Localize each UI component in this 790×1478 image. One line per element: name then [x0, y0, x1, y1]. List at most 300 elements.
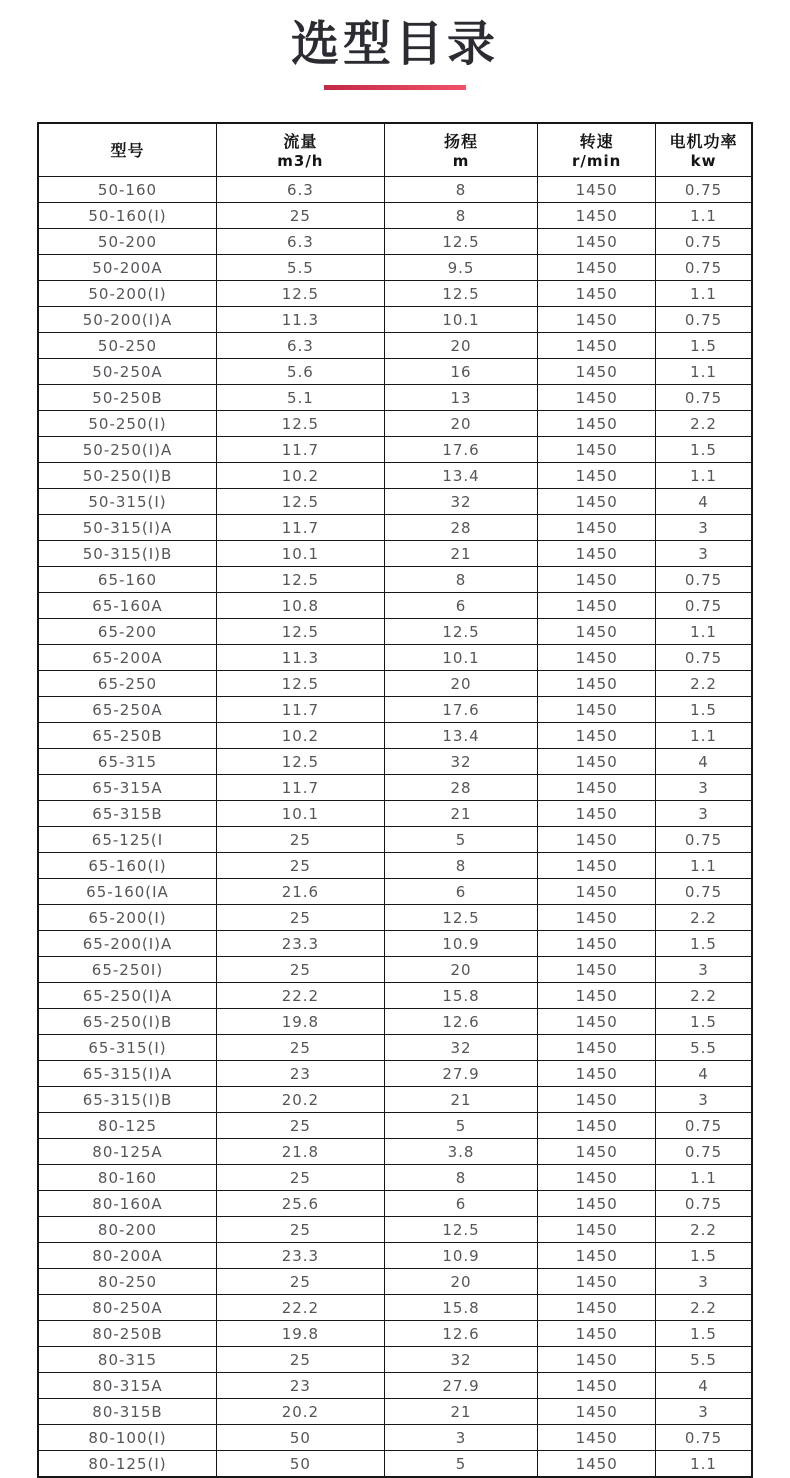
- cell-flow: 5.1: [217, 385, 385, 411]
- cell-power: 3: [656, 1269, 752, 1295]
- cell-flow: 25: [217, 905, 385, 931]
- cell-flow: 25: [217, 1269, 385, 1295]
- cell-flow: 11.7: [217, 437, 385, 463]
- cell-flow: 6.3: [217, 333, 385, 359]
- cell-flow: 20.2: [217, 1087, 385, 1113]
- cell-head: 32: [384, 1347, 538, 1373]
- cell-power: 4: [656, 749, 752, 775]
- col-header-model: [38, 123, 217, 177]
- cell-model: 65-160: [38, 567, 217, 593]
- cell-flow: 21.8: [217, 1139, 385, 1165]
- table-row: [38, 1009, 752, 1035]
- cell-power: 0.75: [656, 1139, 752, 1165]
- cell-model: 65-250B: [38, 723, 217, 749]
- cell-head: 21: [384, 1087, 538, 1113]
- cell-power: 0.75: [656, 593, 752, 619]
- table-row: [38, 671, 752, 697]
- cell-power: 2.2: [656, 983, 752, 1009]
- cell-model: 50-200(I): [38, 281, 217, 307]
- cell-power: 3: [656, 801, 752, 827]
- cell-power: 1.5: [656, 1243, 752, 1269]
- cell-model: 80-200: [38, 1217, 217, 1243]
- cell-model: 50-160(I): [38, 203, 217, 229]
- cell-head: 8: [384, 853, 538, 879]
- cell-head: 20: [384, 1269, 538, 1295]
- table-row: [38, 1399, 752, 1425]
- cell-power: 1.1: [656, 853, 752, 879]
- table-row: [38, 905, 752, 931]
- cell-speed: 1450: [538, 1295, 656, 1321]
- cell-power: 1.1: [656, 723, 752, 749]
- cell-head: 32: [384, 749, 538, 775]
- table-row: [38, 411, 752, 437]
- cell-model: 80-160: [38, 1165, 217, 1191]
- cell-head: 12.5: [384, 1217, 538, 1243]
- cell-head: 17.6: [384, 437, 538, 463]
- cell-flow: 23: [217, 1373, 385, 1399]
- cell-speed: 1450: [538, 905, 656, 931]
- cell-speed: 1450: [538, 1061, 656, 1087]
- table-row: [38, 801, 752, 827]
- cell-flow: 25: [217, 1113, 385, 1139]
- cell-flow: 10.2: [217, 723, 385, 749]
- cell-power: 2.2: [656, 1295, 752, 1321]
- cell-head: 13.4: [384, 723, 538, 749]
- table-row: [38, 489, 752, 515]
- cell-flow: 11.7: [217, 515, 385, 541]
- cell-flow: 23.3: [217, 1243, 385, 1269]
- cell-speed: 1450: [538, 463, 656, 489]
- table-row: [38, 385, 752, 411]
- cell-speed: 1450: [538, 203, 656, 229]
- table-row: [38, 229, 752, 255]
- table-row: [38, 827, 752, 853]
- spec-table-body: [38, 177, 752, 1478]
- table-row: [38, 437, 752, 463]
- cell-head: 32: [384, 1035, 538, 1061]
- cell-flow: 25: [217, 1165, 385, 1191]
- cell-flow: 25.6: [217, 1191, 385, 1217]
- table-row: [38, 541, 752, 567]
- cell-head: 21: [384, 1399, 538, 1425]
- cell-speed: 1450: [538, 1399, 656, 1425]
- cell-model: 80-315: [38, 1347, 217, 1373]
- cell-head: 8: [384, 177, 538, 203]
- cell-speed: 1450: [538, 1425, 656, 1451]
- cell-model: 65-160(I): [38, 853, 217, 879]
- cell-speed: 1450: [538, 827, 656, 853]
- cell-head: 20: [384, 411, 538, 437]
- cell-flow: 20.2: [217, 1399, 385, 1425]
- cell-speed: 1450: [538, 957, 656, 983]
- cell-head: 12.5: [384, 229, 538, 255]
- cell-head: 15.8: [384, 983, 538, 1009]
- cell-model: 80-250: [38, 1269, 217, 1295]
- cell-flow: 23.3: [217, 931, 385, 957]
- cell-flow: 11.3: [217, 307, 385, 333]
- cell-flow: 12.5: [217, 619, 385, 645]
- cell-model: 50-160: [38, 177, 217, 203]
- cell-power: 1.5: [656, 1009, 752, 1035]
- cell-power: 2.2: [656, 411, 752, 437]
- cell-speed: 1450: [538, 1191, 656, 1217]
- cell-model: 65-200(I)A: [38, 931, 217, 957]
- cell-speed: 1450: [538, 1009, 656, 1035]
- cell-head: 5: [384, 827, 538, 853]
- cell-speed: 1450: [538, 1165, 656, 1191]
- col-header-speed: [538, 123, 656, 177]
- cell-power: 2.2: [656, 905, 752, 931]
- table-row: [38, 1243, 752, 1269]
- cell-flow: 22.2: [217, 1295, 385, 1321]
- col-header-flow-unit: m3/h: [277, 151, 324, 170]
- cell-model: 65-125(I: [38, 827, 217, 853]
- cell-model: 50-250(I)A: [38, 437, 217, 463]
- col-header-speed-unit: r/min: [572, 151, 622, 170]
- cell-model: 50-250: [38, 333, 217, 359]
- cell-head: 5: [384, 1113, 538, 1139]
- cell-head: 8: [384, 567, 538, 593]
- cell-power: 3: [656, 541, 752, 567]
- cell-head: 28: [384, 775, 538, 801]
- cell-flow: 12.5: [217, 749, 385, 775]
- cell-model: 65-250A: [38, 697, 217, 723]
- table-row: [38, 463, 752, 489]
- table-row: [38, 879, 752, 905]
- cell-speed: 1450: [538, 671, 656, 697]
- cell-power: 3: [656, 1399, 752, 1425]
- cell-speed: 1450: [538, 931, 656, 957]
- cell-head: 27.9: [384, 1373, 538, 1399]
- cell-speed: 1450: [538, 1217, 656, 1243]
- cell-flow: 11.7: [217, 775, 385, 801]
- cell-speed: 1450: [538, 307, 656, 333]
- cell-flow: 12.5: [217, 489, 385, 515]
- cell-speed: 1450: [538, 229, 656, 255]
- table-row: [38, 1165, 752, 1191]
- cell-flow: 12.5: [217, 411, 385, 437]
- cell-head: 8: [384, 1165, 538, 1191]
- cell-head: 9.5: [384, 255, 538, 281]
- cell-flow: 22.2: [217, 983, 385, 1009]
- table-row: [38, 853, 752, 879]
- cell-power: 0.75: [656, 307, 752, 333]
- cell-head: 27.9: [384, 1061, 538, 1087]
- table-row: [38, 645, 752, 671]
- cell-flow: 5.5: [217, 255, 385, 281]
- col-header-head: [384, 123, 538, 177]
- cell-model: 80-315A: [38, 1373, 217, 1399]
- table-row: [38, 515, 752, 541]
- header-row: [38, 123, 752, 177]
- cell-model: 65-315: [38, 749, 217, 775]
- cell-speed: 1450: [538, 983, 656, 1009]
- cell-flow: 6.3: [217, 177, 385, 203]
- cell-model: 50-250(I): [38, 411, 217, 437]
- table-row: [38, 1347, 752, 1373]
- table-row: [38, 567, 752, 593]
- cell-speed: 1450: [538, 281, 656, 307]
- col-header-head-unit: m: [452, 151, 470, 170]
- cell-power: 3: [656, 957, 752, 983]
- cell-head: 3.8: [384, 1139, 538, 1165]
- cell-model: 65-315A: [38, 775, 217, 801]
- col-header-flow-label: 流量: [283, 131, 318, 151]
- table-row: [38, 749, 752, 775]
- cell-model: 65-200A: [38, 645, 217, 671]
- cell-flow: 50: [217, 1451, 385, 1478]
- cell-speed: 1450: [538, 385, 656, 411]
- cell-flow: 25: [217, 957, 385, 983]
- cell-head: 20: [384, 671, 538, 697]
- cell-model: 50-200: [38, 229, 217, 255]
- cell-speed: 1450: [538, 1269, 656, 1295]
- cell-model: 80-125: [38, 1113, 217, 1139]
- cell-flow: 25: [217, 1035, 385, 1061]
- cell-model: 80-315B: [38, 1399, 217, 1425]
- cell-model: 80-125A: [38, 1139, 217, 1165]
- cell-speed: 1450: [538, 437, 656, 463]
- table-row: [38, 1425, 752, 1451]
- cell-power: 1.1: [656, 359, 752, 385]
- cell-power: 4: [656, 1373, 752, 1399]
- cell-speed: 1450: [538, 177, 656, 203]
- cell-power: 4: [656, 489, 752, 515]
- cell-model: 65-315B: [38, 801, 217, 827]
- cell-power: 3: [656, 1087, 752, 1113]
- table-row: [38, 203, 752, 229]
- cell-power: 1.1: [656, 203, 752, 229]
- cell-power: 1.1: [656, 1451, 752, 1478]
- page-title: 选型目录: [290, 16, 499, 72]
- cell-speed: 1450: [538, 1087, 656, 1113]
- cell-head: 8: [384, 203, 538, 229]
- cell-power: 1.1: [656, 1165, 752, 1191]
- cell-head: 6: [384, 879, 538, 905]
- cell-power: 0.75: [656, 879, 752, 905]
- cell-speed: 1450: [538, 1373, 656, 1399]
- cell-model: 80-250B: [38, 1321, 217, 1347]
- table-row: [38, 983, 752, 1009]
- cell-head: 10.1: [384, 645, 538, 671]
- cell-speed: 1450: [538, 619, 656, 645]
- cell-model: 65-200(I): [38, 905, 217, 931]
- cell-model: 65-315(I)B: [38, 1087, 217, 1113]
- cell-power: 4: [656, 1061, 752, 1087]
- cell-speed: 1450: [538, 879, 656, 905]
- cell-model: 65-160(IA: [38, 879, 217, 905]
- cell-head: 28: [384, 515, 538, 541]
- cell-head: 21: [384, 801, 538, 827]
- cell-power: 1.5: [656, 697, 752, 723]
- cell-model: 50-250B: [38, 385, 217, 411]
- table-row: [38, 1295, 752, 1321]
- table-row: [38, 697, 752, 723]
- cell-power: 1.5: [656, 1321, 752, 1347]
- cell-speed: 1450: [538, 1243, 656, 1269]
- col-header-speed-label: 转速: [579, 131, 614, 151]
- table-row: [38, 255, 752, 281]
- table-row: [38, 775, 752, 801]
- table-row: [38, 1035, 752, 1061]
- cell-power: 1.5: [656, 437, 752, 463]
- cell-speed: 1450: [538, 1035, 656, 1061]
- cell-flow: 50: [217, 1425, 385, 1451]
- cell-speed: 1450: [538, 1347, 656, 1373]
- table-row: [38, 723, 752, 749]
- cell-flow: 25: [217, 203, 385, 229]
- cell-power: 2.2: [656, 1217, 752, 1243]
- cell-head: 10.1: [384, 307, 538, 333]
- cell-power: 0.75: [656, 827, 752, 853]
- cell-head: 12.5: [384, 905, 538, 931]
- cell-model: 50-315(I): [38, 489, 217, 515]
- col-header-head-label: 扬程: [444, 131, 479, 151]
- cell-model: 65-315(I)A: [38, 1061, 217, 1087]
- cell-head: 20: [384, 333, 538, 359]
- cell-head: 13.4: [384, 463, 538, 489]
- cell-model: 50-200(I)A: [38, 307, 217, 333]
- title-underline-decoration: [324, 85, 466, 90]
- cell-power: 3: [656, 515, 752, 541]
- cell-flow: 25: [217, 853, 385, 879]
- cell-power: 1.1: [656, 619, 752, 645]
- cell-flow: 12.5: [217, 567, 385, 593]
- table-row: [38, 281, 752, 307]
- table-row: [38, 957, 752, 983]
- cell-head: 12.5: [384, 619, 538, 645]
- cell-speed: 1450: [538, 801, 656, 827]
- cell-head: 13: [384, 385, 538, 411]
- cell-power: 3: [656, 775, 752, 801]
- cell-speed: 1450: [538, 541, 656, 567]
- cell-flow: 11.3: [217, 645, 385, 671]
- table-row: [38, 177, 752, 203]
- cell-speed: 1450: [538, 1113, 656, 1139]
- cell-flow: 12.5: [217, 671, 385, 697]
- table-row: [38, 593, 752, 619]
- cell-power: 0.75: [656, 645, 752, 671]
- table-row: [38, 1269, 752, 1295]
- cell-head: 15.8: [384, 1295, 538, 1321]
- cell-flow: 19.8: [217, 1321, 385, 1347]
- cell-model: 80-200A: [38, 1243, 217, 1269]
- table-row: [38, 359, 752, 385]
- cell-power: 5.5: [656, 1347, 752, 1373]
- spec-table: [37, 122, 753, 1478]
- cell-head: 17.6: [384, 697, 538, 723]
- cell-head: 12.6: [384, 1009, 538, 1035]
- cell-flow: 10.8: [217, 593, 385, 619]
- cell-flow: 6.3: [217, 229, 385, 255]
- cell-speed: 1450: [538, 749, 656, 775]
- col-header-power-label: 电机功率: [669, 131, 738, 151]
- cell-head: 10.9: [384, 1243, 538, 1269]
- cell-model: 65-250: [38, 671, 217, 697]
- cell-head: 3: [384, 1425, 538, 1451]
- col-header-power-unit: kw: [690, 151, 717, 170]
- cell-speed: 1450: [538, 333, 656, 359]
- cell-flow: 25: [217, 827, 385, 853]
- cell-flow: 10.2: [217, 463, 385, 489]
- cell-power: 2.2: [656, 671, 752, 697]
- cell-flow: 25: [217, 1217, 385, 1243]
- cell-speed: 1450: [538, 697, 656, 723]
- cell-power: 5.5: [656, 1035, 752, 1061]
- cell-flow: 12.5: [217, 281, 385, 307]
- cell-speed: 1450: [538, 775, 656, 801]
- cell-flow: 11.7: [217, 697, 385, 723]
- cell-power: 0.75: [656, 229, 752, 255]
- cell-head: 20: [384, 957, 538, 983]
- cell-model: 50-200A: [38, 255, 217, 281]
- cell-head: 5: [384, 1451, 538, 1478]
- cell-speed: 1450: [538, 645, 656, 671]
- cell-speed: 1450: [538, 1321, 656, 1347]
- col-header-model-label: 型号: [110, 140, 145, 160]
- cell-flow: 25: [217, 1347, 385, 1373]
- cell-power: 0.75: [656, 567, 752, 593]
- cell-head: 32: [384, 489, 538, 515]
- cell-power: 0.75: [656, 1191, 752, 1217]
- spec-table-header: [38, 123, 752, 177]
- cell-model: 50-315(I)A: [38, 515, 217, 541]
- cell-power: 0.75: [656, 255, 752, 281]
- cell-speed: 1450: [538, 411, 656, 437]
- cell-speed: 1450: [538, 489, 656, 515]
- cell-head: 10.9: [384, 931, 538, 957]
- cell-head: 12.6: [384, 1321, 538, 1347]
- col-header-power: [656, 123, 752, 177]
- cell-power: 1.1: [656, 281, 752, 307]
- table-row: [38, 1191, 752, 1217]
- table-row: [38, 1113, 752, 1139]
- table-row: [38, 1217, 752, 1243]
- table-row: [38, 931, 752, 957]
- cell-speed: 1450: [538, 359, 656, 385]
- cell-model: 65-250(I)A: [38, 983, 217, 1009]
- cell-head: 21: [384, 541, 538, 567]
- table-row: [38, 333, 752, 359]
- cell-speed: 1450: [538, 723, 656, 749]
- cell-speed: 1450: [538, 853, 656, 879]
- cell-model: 80-100(I): [38, 1425, 217, 1451]
- cell-speed: 1450: [538, 255, 656, 281]
- catalog-page: [0, 14, 790, 1477]
- cell-model: 65-160A: [38, 593, 217, 619]
- cell-power: 1.5: [656, 931, 752, 957]
- cell-model: 80-125(I): [38, 1451, 217, 1478]
- cell-head: 6: [384, 593, 538, 619]
- cell-speed: 1450: [538, 1139, 656, 1165]
- cell-head: 6: [384, 1191, 538, 1217]
- cell-flow: 23: [217, 1061, 385, 1087]
- cell-model: 65-315(I): [38, 1035, 217, 1061]
- cell-flow: 21.6: [217, 879, 385, 905]
- cell-head: 12.5: [384, 281, 538, 307]
- table-row: [38, 619, 752, 645]
- table-row: [38, 1321, 752, 1347]
- cell-flow: 5.6: [217, 359, 385, 385]
- table-row: [38, 1373, 752, 1399]
- cell-model: 50-250A: [38, 359, 217, 385]
- cell-model: 65-250I): [38, 957, 217, 983]
- cell-power: 0.75: [656, 177, 752, 203]
- cell-power: 1.5: [656, 333, 752, 359]
- cell-flow: 10.1: [217, 801, 385, 827]
- cell-model: 65-250(I)B: [38, 1009, 217, 1035]
- cell-flow: 10.1: [217, 541, 385, 567]
